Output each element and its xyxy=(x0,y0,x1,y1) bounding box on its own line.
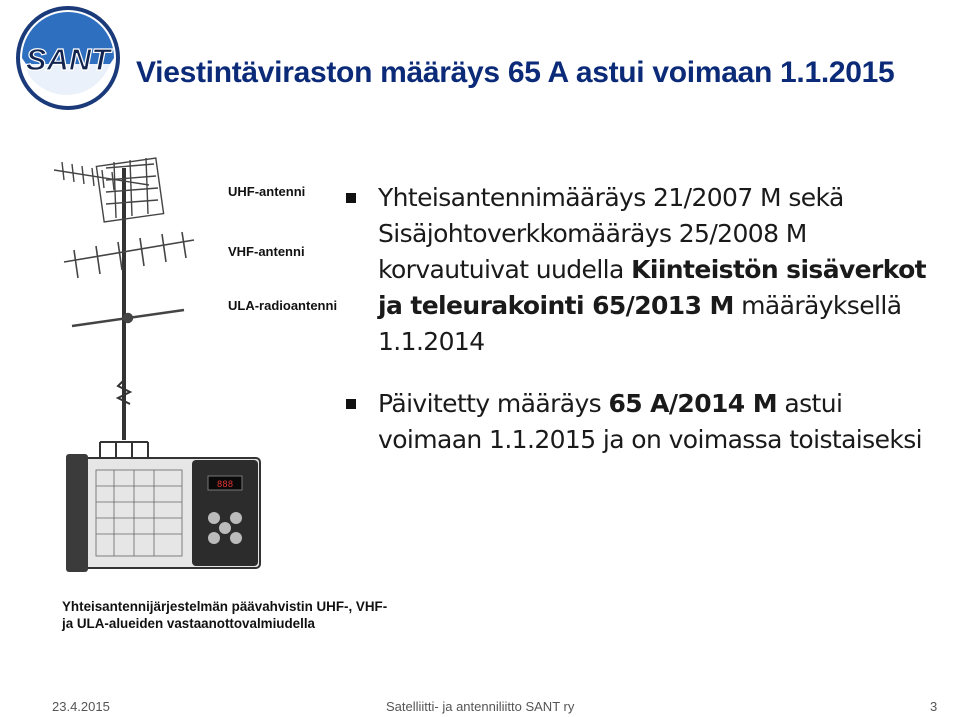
page-number: 3 xyxy=(930,699,938,714)
bullet-item xyxy=(346,386,946,458)
footer-organization: Satelliitti- ja antenniliitto SANT ry xyxy=(386,699,575,714)
bullet-text-part: Päivitetty määräys xyxy=(378,389,609,418)
uhf-antenna-label: UHF-antenni xyxy=(228,184,306,199)
slide-content xyxy=(346,180,946,478)
bullet-item xyxy=(346,180,946,360)
bullet-text xyxy=(378,183,926,356)
slide-title: Viestintäviraston määräys 65 A astui voimaan 1.1.2015 xyxy=(136,56,895,89)
vhf-antenna-label: VHF-antenni xyxy=(228,244,305,259)
ula-antenna-label: ULA-radioantenni xyxy=(228,298,338,313)
bullet-text-part: astui voimaan 1.1.2015 ja on voimassa toistaiseksi xyxy=(378,389,923,454)
svg-text:888: 888 xyxy=(216,480,234,490)
bullet-emphasis: 65 A/2014 M xyxy=(608,389,777,418)
amplifier-drawing xyxy=(66,454,260,572)
bullet-emphasis: Kiinteistön sisäverkot ja teleurakointi 65/2013 M xyxy=(378,255,927,320)
ula-antenna-drawing xyxy=(72,310,184,326)
bullet-text-part: Yhteisantennimääräys 21/2007 M sekä Sisäjohtoverkkomääräys 25/2008 M korvautuivat uudella xyxy=(378,183,844,284)
sant-logo-graphic xyxy=(14,4,122,112)
figure-caption: Yhteisantennijärjestelmän päävahvistin UHF-, VHF- ja ULA-alueiden vastaanottovalmiudella xyxy=(62,599,388,631)
bullet-text xyxy=(378,389,922,454)
square-bullet-icon xyxy=(346,399,356,409)
footer-date: 23.4.2015 xyxy=(52,699,110,714)
uhf-antenna-drawing xyxy=(54,158,164,222)
square-bullet-icon xyxy=(346,193,356,203)
logo-text: SANT xyxy=(25,42,111,77)
sant-logo xyxy=(14,4,122,112)
vhf-antenna-drawing xyxy=(64,232,194,278)
bullet-text-part: määräyksellä 1.1.2014 xyxy=(378,291,902,356)
